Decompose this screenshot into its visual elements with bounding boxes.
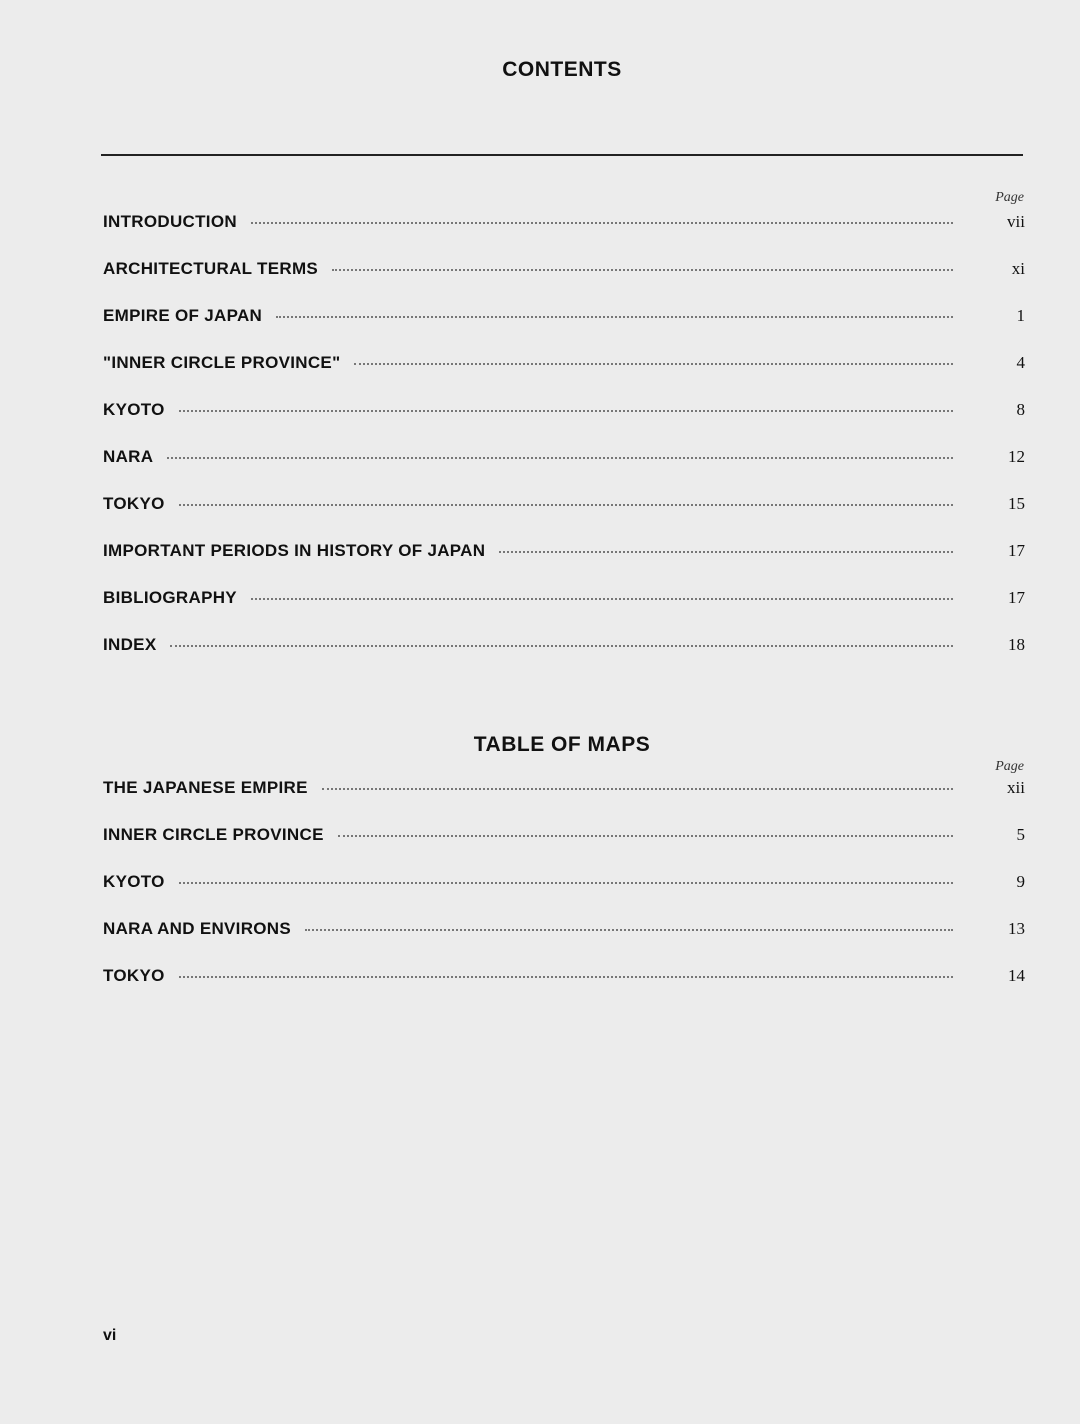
toc-entry-page: 17 xyxy=(1008,588,1025,607)
toc-entry[interactable] xyxy=(103,635,1025,661)
dot-leader xyxy=(251,598,953,600)
map-entry[interactable] xyxy=(103,872,1025,898)
map-entry-page: xii xyxy=(1007,778,1025,797)
toc-entry-title: TOKYO xyxy=(103,494,165,513)
toc-entry-page: 12 xyxy=(1008,447,1025,466)
dot-leader xyxy=(179,976,953,978)
maps-page-column-label: Page xyxy=(995,759,1024,774)
dot-leader xyxy=(251,222,953,224)
dot-leader xyxy=(305,929,953,931)
toc-entry-title: ARCHITECTURAL TERMS xyxy=(103,259,319,278)
toc-entry-title: KYOTO xyxy=(103,400,165,419)
toc-entry[interactable] xyxy=(103,212,1025,238)
dot-leader xyxy=(499,551,953,553)
dot-leader xyxy=(354,363,953,365)
toc-entry-title: INDEX xyxy=(103,635,157,654)
dot-leader xyxy=(179,504,953,506)
map-entry-title: THE JAPANESE EMPIRE xyxy=(103,778,308,797)
toc-entry-title: NARA xyxy=(103,447,154,466)
toc-entry[interactable] xyxy=(103,306,1025,332)
dot-leader xyxy=(170,645,953,647)
dot-leader xyxy=(179,410,953,412)
toc-entry-page: 8 xyxy=(1016,400,1025,419)
toc-entry-page: 4 xyxy=(1016,353,1025,372)
title-rule xyxy=(101,154,1023,156)
dot-leader xyxy=(332,269,953,271)
toc-entry-page: xi xyxy=(1011,259,1025,278)
toc-entry-title: BIBLIOGRAPHY xyxy=(103,588,237,607)
dot-leader xyxy=(276,316,953,318)
toc-entry[interactable] xyxy=(103,353,1025,379)
dot-leader xyxy=(179,882,953,884)
toc-entry[interactable] xyxy=(103,494,1025,520)
map-entry[interactable] xyxy=(103,825,1025,851)
dot-leader xyxy=(167,457,953,459)
toc-entry-page: vii xyxy=(1007,212,1025,231)
toc-entry-page: 17 xyxy=(1008,541,1025,560)
toc-entry[interactable] xyxy=(103,259,1025,285)
toc-entry-title: EMPIRE OF JAPAN xyxy=(103,306,263,325)
map-entry-page: 9 xyxy=(1016,872,1025,891)
map-entry[interactable] xyxy=(103,778,1025,804)
dot-leader xyxy=(322,788,953,790)
toc-entry-page: 18 xyxy=(1008,635,1025,654)
dot-leader xyxy=(338,835,953,837)
map-entry-page: 13 xyxy=(1008,919,1025,938)
toc-entry[interactable] xyxy=(103,541,1025,567)
toc-entry[interactable] xyxy=(103,400,1025,426)
map-entry-title: INNER CIRCLE PROVINCE xyxy=(103,825,324,844)
map-entry-page: 5 xyxy=(1016,825,1025,844)
map-entry[interactable] xyxy=(103,966,1025,992)
maps-section-title: TABLE OF MAPS xyxy=(473,733,651,756)
contents-page-column-label: Page xyxy=(995,190,1024,205)
map-entry-title: TOKYO xyxy=(103,966,165,985)
map-entry[interactable] xyxy=(103,919,1025,945)
toc-entry-page: 15 xyxy=(1008,494,1025,513)
toc-entry-title: IMPORTANT PERIODS IN HISTORY OF JAPAN xyxy=(103,541,486,560)
toc-entry[interactable] xyxy=(103,588,1025,614)
page-folio: vi xyxy=(103,1327,117,1344)
toc-entry-title: INTRODUCTION xyxy=(103,212,237,231)
page-title: CONTENTS xyxy=(502,58,622,81)
toc-entry-page: 1 xyxy=(1016,306,1025,325)
map-entry-page: 14 xyxy=(1008,966,1025,985)
map-entry-title: NARA AND ENVIRONS xyxy=(103,919,292,938)
toc-entry-title: "INNER CIRCLE PROVINCE" xyxy=(103,353,341,372)
map-entry-title: KYOTO xyxy=(103,872,165,891)
toc-entry[interactable] xyxy=(103,447,1025,473)
